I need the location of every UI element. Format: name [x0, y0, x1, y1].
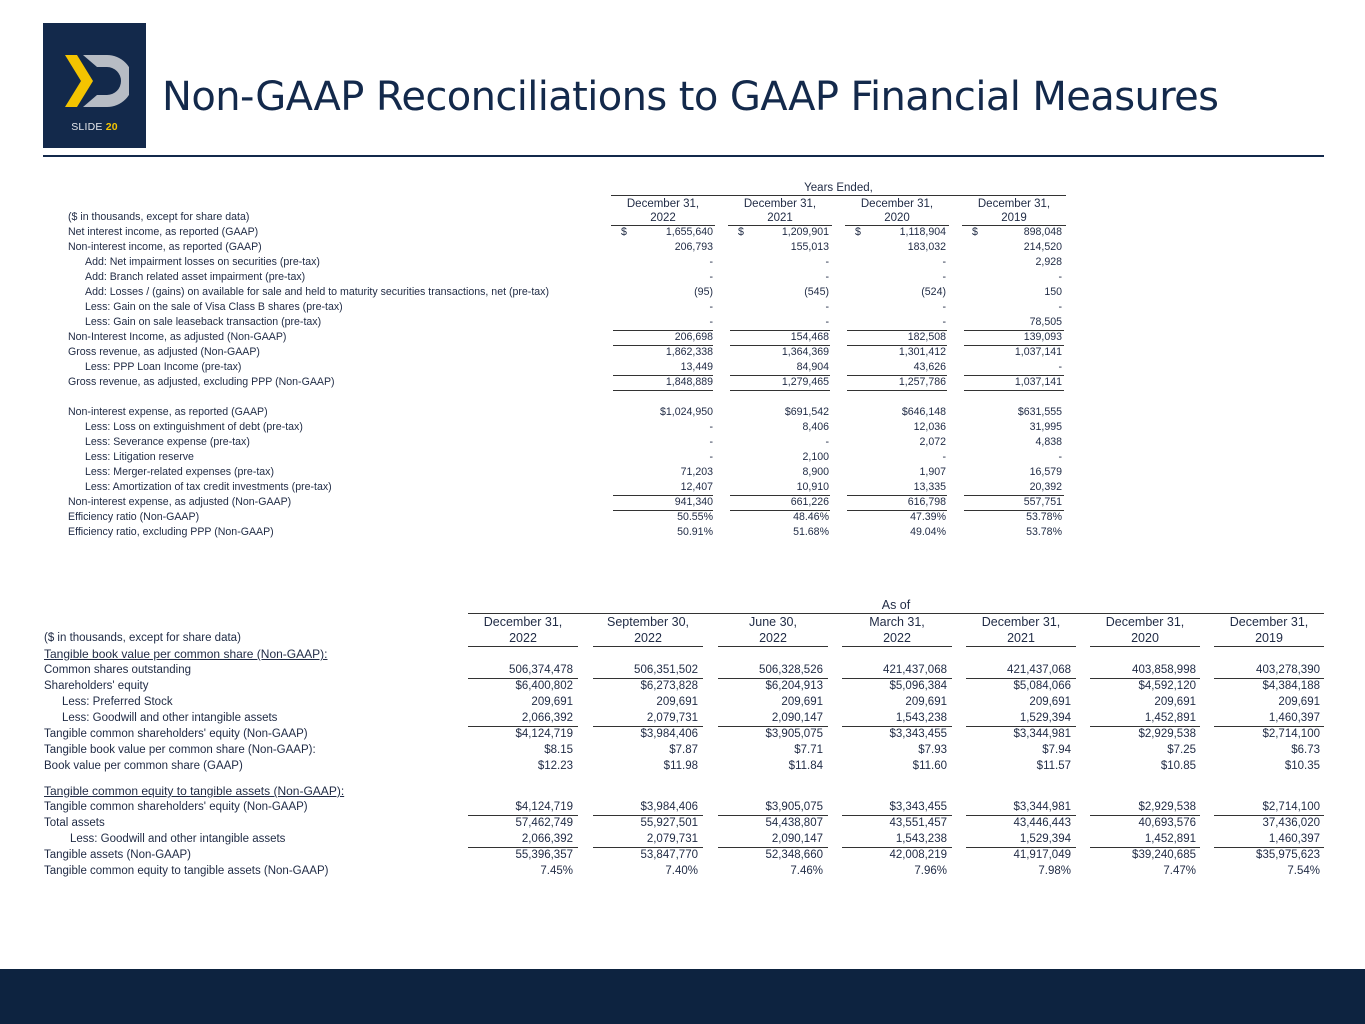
cell-value: $5,096,384	[889, 680, 947, 692]
cell-value: 403,278,390	[1256, 664, 1320, 676]
cell-value: -	[709, 256, 713, 268]
cell-value: -	[942, 316, 946, 328]
cell-value: 209,691	[1278, 696, 1320, 708]
column-header-line2: 2019	[1255, 631, 1283, 645]
cell-value: 1,862,338	[665, 346, 713, 358]
cell-value: 43,626	[913, 361, 946, 373]
cell-value: 52,348,660	[765, 849, 823, 861]
cell-value: (524)	[921, 286, 946, 298]
cell-value: 209,691	[781, 696, 823, 708]
row-label: Efficiency ratio (Non-GAAP)	[68, 511, 200, 523]
row-label: Tangible assets (Non-GAAP)	[44, 849, 192, 861]
cell-value: 182,508	[907, 331, 946, 343]
row-label: Non-interest income, as reported (GAAP)	[68, 241, 262, 253]
dollar-sign: $	[855, 226, 861, 238]
cell-value: 1,655,640	[665, 226, 713, 238]
cell-value: -	[942, 451, 946, 463]
cell-value: 53,847,770	[640, 849, 698, 861]
cell-value: 661,226	[790, 496, 829, 508]
cell-value: $691,542	[784, 406, 829, 418]
group-header-rule	[468, 613, 1324, 614]
cell-value: -	[709, 301, 713, 313]
row-label: Non-interest expense, as reported (GAAP)	[68, 406, 268, 418]
cell-value: 1,452,891	[1144, 712, 1196, 724]
cell-value: $7.94	[1042, 744, 1071, 756]
cell-value: -	[1058, 361, 1062, 373]
row-label: Less: PPP Loan Income (pre-tax)	[85, 361, 242, 373]
cell-value: 50.91%	[677, 526, 713, 538]
column-header-line2: 2022	[634, 631, 662, 645]
cell-value: $11.84	[788, 760, 823, 772]
slide-label: SLIDE 20	[71, 121, 118, 133]
cell-value: $6.73	[1291, 744, 1320, 756]
cell-value: 12,036	[913, 421, 946, 433]
cell-value: 1,543,238	[895, 712, 947, 724]
column-header-line2: 2020	[884, 212, 910, 224]
row-label: Gross revenue, as adjusted (Non-GAAP)	[68, 346, 260, 358]
cell-value: 55,396,357	[515, 849, 573, 861]
cell-value: 7.45%	[540, 865, 573, 877]
cell-value: $2,929,538	[1138, 801, 1196, 813]
cell-value: 1,364,369	[781, 346, 829, 358]
cell-value: $11.98	[663, 760, 698, 772]
cell-value: 403,858,998	[1132, 664, 1196, 676]
row-label: Gross revenue, as adjusted, excluding PPP (Non-GAAP)	[68, 376, 335, 388]
column-header-line1: June 30,	[749, 615, 797, 629]
cell-value: 49.04%	[910, 526, 946, 538]
cell-value: $646,148	[901, 406, 946, 418]
column-header-line1: December 31,	[860, 198, 934, 210]
cell-value: 31,995	[1029, 421, 1062, 433]
row-label: Non-Interest Income, as adjusted (Non-GAAP)	[68, 331, 287, 343]
column-header-rule	[718, 646, 828, 647]
cell-value: 209,691	[656, 696, 698, 708]
cell-value: 7.46%	[790, 865, 823, 877]
cell-value: $5,084,066	[1013, 680, 1071, 692]
cell-value: $4,592,120	[1138, 680, 1196, 692]
column-header-line2: 2019	[1001, 212, 1027, 224]
cell-value: 53.78%	[1026, 526, 1062, 538]
column-header-rule	[468, 646, 578, 647]
cell-value: 616,798	[907, 496, 946, 508]
cell-value: -	[709, 271, 713, 283]
cell-value: $3,343,455	[889, 728, 947, 740]
cell-value: 71,203	[680, 466, 713, 478]
cell-value: $6,204,913	[765, 680, 823, 692]
cell-value: -	[825, 436, 829, 448]
cell-value: $631,555	[1017, 406, 1062, 418]
cell-value: 139,093	[1023, 331, 1062, 343]
column-header-rule	[593, 646, 703, 647]
cell-value: $2,714,100	[1262, 728, 1320, 740]
row-label: Less: Merger-related expenses (pre-tax)	[85, 466, 275, 478]
cell-value: 53.78%	[1026, 511, 1062, 523]
total-rule	[730, 390, 830, 391]
cell-value: $7.25	[1167, 744, 1196, 756]
cell-value: -	[1058, 301, 1062, 313]
cell-value: 7.54%	[1287, 865, 1320, 877]
cell-value: 421,437,068	[1007, 664, 1071, 676]
cell-value: 7.40%	[665, 865, 698, 877]
cell-value: -	[942, 256, 946, 268]
cell-value: $6,273,828	[640, 680, 698, 692]
cell-value: 2,090,147	[771, 712, 823, 724]
cell-value: 7.96%	[914, 865, 947, 877]
cell-value: 150	[1044, 286, 1062, 298]
row-label: Tangible common shareholders' equity (Non-GAAP)	[44, 801, 308, 813]
column-header-line1: December 31,	[1105, 615, 1185, 629]
column-header-line1: March 31,	[869, 615, 925, 629]
cell-value: $8.15	[544, 744, 573, 756]
footer-bar	[0, 969, 1365, 1024]
cell-value: 183,032	[907, 241, 946, 253]
unit-note: ($ in thousands, except for share data)	[44, 632, 241, 644]
cell-value: $7.93	[918, 744, 947, 756]
group-header-rule	[611, 195, 1066, 196]
cell-value: 1,037,141	[1014, 346, 1062, 358]
cell-value: 1,529,394	[1019, 833, 1071, 845]
column-header-line2: 2021	[767, 212, 793, 224]
row-label: Less: Severance expense (pre-tax)	[85, 436, 250, 448]
cell-value: 1,529,394	[1019, 712, 1071, 724]
column-header-line2: 2020	[1131, 631, 1159, 645]
cell-value: $7.87	[669, 744, 698, 756]
row-label: Add: Branch related asset impairment (pre-tax)	[85, 271, 306, 283]
cell-value: 4,838	[1035, 436, 1062, 448]
cell-value: 2,072	[919, 436, 946, 448]
cell-value: $39,240,685	[1132, 849, 1196, 861]
dollar-sign: $	[621, 226, 627, 238]
cell-value: $11.57	[1036, 760, 1071, 772]
cell-value: 2,928	[1035, 256, 1062, 268]
cell-value: $10.35	[1284, 760, 1320, 772]
cell-value: 55,927,501	[640, 817, 698, 829]
cell-value: 209,691	[531, 696, 573, 708]
cell-value: -	[825, 256, 829, 268]
cell-value: $3,344,981	[1013, 801, 1071, 813]
cell-value: 13,335	[913, 481, 946, 493]
cell-value: 84,904	[796, 361, 829, 373]
row-label: Non-interest expense, as adjusted (Non-GAAP)	[68, 496, 292, 508]
cell-value: 8,900	[802, 466, 829, 478]
section-title: Tangible book value per common share (Non-GAAP):	[44, 647, 328, 661]
column-header-line2: 2022	[650, 212, 676, 224]
cell-value: 48.46%	[793, 511, 829, 523]
chevron-brand-icon	[61, 49, 129, 113]
cell-value: $2,929,538	[1138, 728, 1196, 740]
cell-value: -	[1058, 451, 1062, 463]
row-label: Tangible book value per common share (Non-GAAP):	[44, 744, 316, 756]
cell-value: 7.98%	[1038, 865, 1071, 877]
cell-value: -	[825, 316, 829, 328]
page-title: Non-GAAP Reconciliations to GAAP Financial Measures	[162, 74, 1219, 120]
row-label: Less: Preferred Stock	[62, 696, 173, 708]
group-header: Years Ended,	[804, 182, 873, 194]
cell-value: 1,848,889	[665, 376, 713, 388]
cell-value: 1,907	[919, 466, 946, 478]
cell-value: 1,452,891	[1144, 833, 1196, 845]
cell-value: 1,543,238	[895, 833, 947, 845]
cell-value: 8,406	[802, 421, 829, 433]
row-label: Add: Net impairment losses on securities (pre-tax)	[85, 256, 320, 268]
column-header-line1: September 30,	[607, 615, 689, 629]
row-label: Less: Loss on extinguishment of debt (pre-tax)	[85, 421, 303, 433]
cell-value: 155,013	[790, 241, 829, 253]
cell-value: 40,693,576	[1138, 817, 1196, 829]
cell-value: 206,698	[674, 331, 713, 343]
cell-value: 50.55%	[677, 511, 713, 523]
cell-value: 557,751	[1023, 496, 1062, 508]
dollar-sign: $	[972, 226, 978, 238]
cell-value: 154,468	[790, 331, 829, 343]
cell-value: $4,384,188	[1262, 680, 1320, 692]
cell-value: 51.68%	[793, 526, 829, 538]
total-rule	[847, 390, 947, 391]
cell-value: 43,551,457	[889, 817, 947, 829]
cell-value: $3,905,075	[765, 801, 823, 813]
column-header-line2: 2022	[883, 631, 911, 645]
column-header-line2: 2022	[759, 631, 787, 645]
cell-value: (95)	[694, 286, 713, 298]
cell-value: 1,257,786	[898, 376, 946, 388]
row-label: Less: Goodwill and other intangible assets	[70, 833, 286, 845]
cell-value: 898,048	[1023, 226, 1062, 238]
total-rule	[964, 390, 1064, 391]
row-label: Shareholders' equity	[44, 680, 149, 692]
cell-value: 7.47%	[1163, 865, 1196, 877]
cell-value: -	[825, 271, 829, 283]
row-label: Net interest income, as reported (GAAP)	[68, 226, 259, 238]
cell-value: 2,066,392	[521, 833, 573, 845]
cell-value: 41,917,049	[1013, 849, 1071, 861]
row-label: Tangible common equity to tangible assets (Non-GAAP)	[44, 865, 329, 877]
cell-value: 54,438,807	[765, 817, 823, 829]
column-header-line1: December 31,	[743, 198, 817, 210]
cell-value: 2,100	[802, 451, 829, 463]
row-label: Common shares outstanding	[44, 664, 192, 676]
cell-value: 1,301,412	[898, 346, 946, 358]
cell-value: 941,340	[674, 496, 713, 508]
section-title: Tangible common equity to tangible assets (Non-GAAP):	[44, 784, 345, 798]
cell-value: -	[709, 316, 713, 328]
cell-value: -	[709, 421, 713, 433]
row-label: Tangible common shareholders' equity (Non-GAAP)	[44, 728, 308, 740]
cell-value: 209,691	[905, 696, 947, 708]
cell-value: -	[709, 436, 713, 448]
cell-value: 2,079,731	[646, 833, 698, 845]
cell-value: 43,446,443	[1013, 817, 1071, 829]
cell-value: $3,984,406	[640, 801, 698, 813]
column-header-rule	[1090, 646, 1200, 647]
cell-value: $7.71	[794, 744, 823, 756]
unit-note: ($ in thousands, except for share data)	[68, 211, 250, 223]
cell-value: 10,910	[796, 481, 829, 493]
total-rule	[613, 390, 713, 391]
cell-value: 1,460,397	[1268, 712, 1320, 724]
column-header-line1: December 31,	[981, 615, 1061, 629]
cell-value: 47.39%	[910, 511, 946, 523]
row-label: Less: Goodwill and other intangible assets	[62, 712, 278, 724]
row-label: Less: Litigation reserve	[85, 451, 194, 463]
cell-value: -	[825, 301, 829, 313]
cell-value: 42,008,219	[889, 849, 947, 861]
cell-value: 20,392	[1029, 481, 1062, 493]
cell-value: $10.85	[1160, 760, 1196, 772]
cell-value: -	[942, 301, 946, 313]
cell-value: 13,449	[680, 361, 713, 373]
cell-value: 2,090,147	[771, 833, 823, 845]
cell-value: $6,400,802	[515, 680, 573, 692]
cell-value: 12,407	[680, 481, 713, 493]
row-label: Efficiency ratio, excluding PPP (Non-GAAP)	[68, 526, 274, 538]
dollar-sign: $	[738, 226, 744, 238]
cell-value: 2,066,392	[521, 712, 573, 724]
cell-value: 214,520	[1023, 241, 1062, 253]
cell-value: 506,351,502	[634, 664, 698, 676]
cell-value: 206,793	[674, 241, 713, 253]
cell-value: 16,579	[1029, 466, 1062, 478]
cell-value: -	[1058, 271, 1062, 283]
row-label: Less: Gain on the sale of Visa Class B shares (pre-tax)	[85, 301, 343, 313]
cell-value: $12.23	[537, 760, 573, 772]
cell-value: 209,691	[1029, 696, 1071, 708]
cell-value: $3,905,075	[765, 728, 823, 740]
cell-value: $2,714,100	[1262, 801, 1320, 813]
row-label: Add: Losses / (gains) on available for sale and held to maturity securities transactions, net (pre-tax)	[85, 286, 549, 298]
cell-value: 506,328,526	[759, 664, 823, 676]
cell-value: -	[942, 271, 946, 283]
column-header-line1: December 31,	[626, 198, 700, 210]
company-logo	[43, 23, 146, 148]
column-header-rule	[966, 646, 1076, 647]
cell-value: 37,436,020	[1262, 817, 1320, 829]
column-header-line1: December 31,	[1229, 615, 1309, 629]
column-header-line1: December 31,	[977, 198, 1051, 210]
cell-value: 1,460,397	[1268, 833, 1320, 845]
cell-value: 209,691	[1154, 696, 1196, 708]
cell-value: 1,037,141	[1014, 376, 1062, 388]
cell-value: 421,437,068	[883, 664, 947, 676]
cell-value: $35,975,623	[1256, 849, 1320, 861]
cell-value: $1,024,950	[659, 406, 713, 418]
cell-value: 1,118,904	[899, 226, 946, 238]
cell-value: 57,462,749	[515, 817, 573, 829]
column-header-line1: December 31,	[483, 615, 563, 629]
cell-value: (545)	[804, 286, 829, 298]
cell-value: $4,124,719	[515, 728, 573, 740]
column-header-rule	[842, 646, 952, 647]
cell-value: $3,343,455	[889, 801, 947, 813]
cell-value: $11.60	[912, 760, 947, 772]
cell-value: 1,209,901	[781, 226, 829, 238]
column-header-rule	[1214, 646, 1324, 647]
cell-value: 78,505	[1029, 316, 1062, 328]
cell-value: $3,984,406	[640, 728, 698, 740]
title-divider	[43, 155, 1324, 157]
cell-value: $3,344,981	[1013, 728, 1071, 740]
cell-value: -	[709, 451, 713, 463]
group-header: As of	[881, 598, 911, 612]
row-label: Total assets	[44, 817, 105, 829]
row-label: Book value per common share (GAAP)	[44, 760, 243, 772]
cell-value: $4,124,719	[515, 801, 573, 813]
cell-value: 2,079,731	[646, 712, 698, 724]
cell-value: 1,279,465	[781, 376, 829, 388]
slide-number: 20	[105, 121, 118, 133]
column-header-line2: 2022	[509, 631, 537, 645]
row-label: Less: Gain on sale leaseback transaction (pre-tax)	[85, 316, 322, 328]
row-label: Less: Amortization of tax credit investments (pre-tax)	[85, 481, 332, 493]
cell-value: 506,374,478	[509, 664, 573, 676]
column-header-line2: 2021	[1007, 631, 1035, 645]
